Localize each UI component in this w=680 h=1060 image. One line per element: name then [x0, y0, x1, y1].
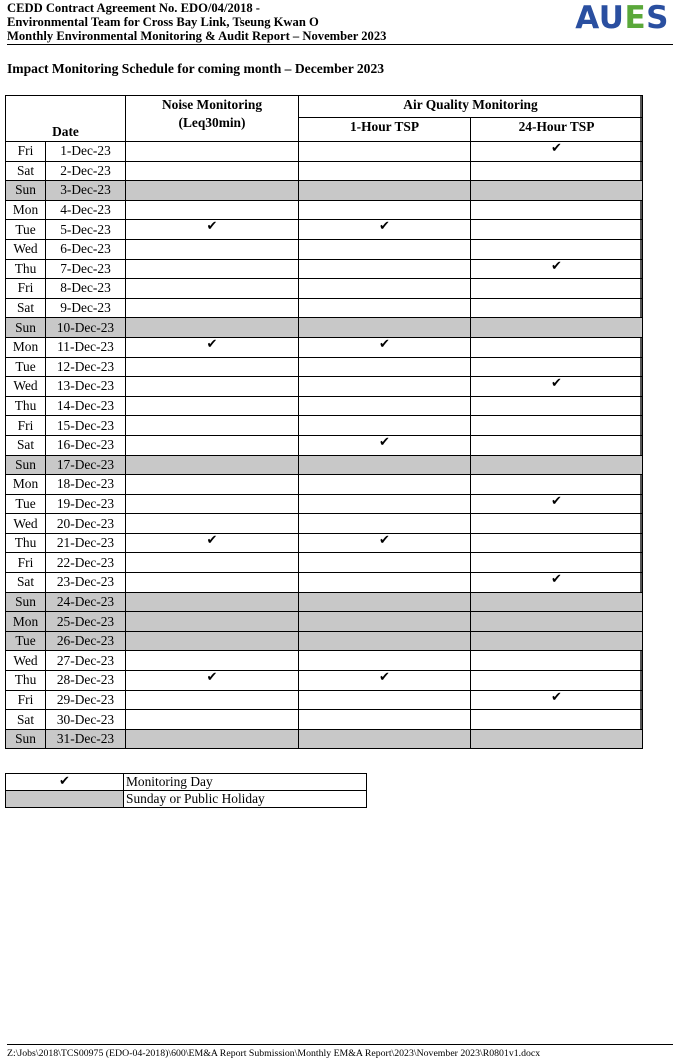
table-row	[6, 553, 643, 573]
row-day: Sat	[6, 161, 46, 181]
check-icon: ✔	[471, 494, 643, 514]
row-day: Sun	[6, 455, 46, 475]
table-row	[6, 475, 643, 495]
check-icon: ✔	[126, 533, 299, 553]
row-day: Sat	[6, 710, 46, 730]
row-cell-tsp24	[471, 533, 643, 553]
row-day: Sat	[6, 573, 46, 593]
row-cell-noise	[126, 279, 299, 299]
row-cell-tsp24	[471, 298, 643, 318]
table-row	[6, 318, 643, 338]
row-cell-tsp24	[471, 357, 643, 377]
file-path-footer: Z:\Jobs\2018\TCS00975 (EDO-04-2018)\600\EM&A Report Submission\Monthly EM&A Report\2023\November 2023\R0801v1.docx	[7, 1044, 673, 1059]
table-row	[6, 612, 643, 632]
row-cell-tsp24	[471, 475, 643, 495]
row-day: Fri	[6, 279, 46, 299]
row-date: 10-Dec-23	[46, 318, 126, 338]
row-date: 25-Dec-23	[46, 612, 126, 632]
row-day: Tue	[6, 357, 46, 377]
row-date: 17-Dec-23	[46, 455, 126, 475]
header-noise-line2: (Leq30min)	[178, 115, 246, 130]
row-cell-tsp1	[299, 573, 471, 593]
aues-logo	[575, 1, 669, 35]
schedule-heading: Impact Monitoring Schedule for coming month – December 2023	[7, 61, 385, 76]
row-cell-tsp1	[299, 729, 471, 749]
row-cell-noise	[126, 377, 299, 397]
row-date: 18-Dec-23	[46, 475, 126, 495]
row-cell-tsp24	[471, 671, 643, 691]
row-cell-tsp24	[471, 592, 643, 612]
check-icon: ✔	[299, 671, 471, 691]
check-icon: ✔	[471, 690, 643, 710]
row-cell-tsp24	[471, 729, 643, 749]
row-day: Mon	[6, 612, 46, 632]
row-day: Fri	[6, 690, 46, 710]
row-cell-noise	[126, 200, 299, 220]
check-icon: ✔	[471, 377, 643, 397]
row-cell-tsp1	[299, 200, 471, 220]
row-cell-noise	[126, 592, 299, 612]
row-cell-noise	[126, 494, 299, 514]
row-date: 1-Dec-23	[46, 142, 126, 162]
logo-accent: E	[624, 0, 647, 36]
row-date: 26-Dec-23	[46, 631, 126, 651]
table-row	[6, 631, 643, 651]
table-row	[6, 435, 643, 455]
row-date: 28-Dec-23	[46, 671, 126, 691]
legend-row-holiday	[6, 791, 367, 808]
row-day: Mon	[6, 475, 46, 495]
table-row	[6, 220, 643, 240]
row-cell-tsp1	[299, 298, 471, 318]
row-day: Fri	[6, 553, 46, 573]
row-date: 2-Dec-23	[46, 161, 126, 181]
row-cell-tsp24	[471, 239, 643, 259]
row-cell-noise	[126, 298, 299, 318]
row-cell-noise	[126, 416, 299, 436]
row-day: Sat	[6, 435, 46, 455]
table-row	[6, 494, 643, 514]
row-day: Wed	[6, 514, 46, 534]
table-row	[6, 259, 643, 279]
table-row	[6, 142, 643, 162]
header-line-2: Environmental Team for Cross Bay Link, Tseung Kwan O	[7, 15, 319, 29]
row-date: 31-Dec-23	[46, 729, 126, 749]
legend-table	[5, 773, 367, 808]
row-cell-noise	[126, 239, 299, 259]
legend-row-monitoring	[6, 774, 367, 791]
table-row	[6, 416, 643, 436]
table-row	[6, 592, 643, 612]
row-cell-tsp24	[471, 200, 643, 220]
table-row	[6, 710, 643, 730]
row-cell-noise	[126, 161, 299, 181]
row-cell-tsp24	[471, 435, 643, 455]
table-row	[6, 279, 643, 299]
row-date: 5-Dec-23	[46, 220, 126, 240]
row-cell-tsp24	[471, 220, 643, 240]
row-cell-noise	[126, 142, 299, 162]
row-cell-tsp24	[471, 337, 643, 357]
header-text	[7, 1, 386, 43]
table-row	[6, 671, 643, 691]
header-line-1: CEDD Contract Agreement No. EDO/04/2018 -	[7, 1, 261, 15]
row-cell-noise	[126, 651, 299, 671]
table-row	[6, 573, 643, 593]
row-day: Tue	[6, 220, 46, 240]
monitoring-schedule-table	[5, 95, 643, 749]
table-row	[6, 455, 643, 475]
report-header	[7, 0, 673, 45]
row-cell-tsp1	[299, 142, 471, 162]
row-cell-tsp1	[299, 494, 471, 514]
legend-grey-swatch	[6, 791, 124, 808]
row-date: 21-Dec-23	[46, 533, 126, 553]
row-cell-tsp1	[299, 690, 471, 710]
row-cell-tsp24	[471, 710, 643, 730]
row-date: 20-Dec-23	[46, 514, 126, 534]
row-day: Mon	[6, 200, 46, 220]
row-day: Sun	[6, 318, 46, 338]
row-cell-noise	[126, 318, 299, 338]
row-day: Thu	[6, 671, 46, 691]
row-cell-tsp24	[471, 416, 643, 436]
table-row	[6, 377, 643, 397]
check-icon: ✔	[126, 671, 299, 691]
schedule-body	[6, 142, 643, 749]
row-cell-noise	[126, 573, 299, 593]
row-day: Sat	[6, 298, 46, 318]
row-cell-noise	[126, 435, 299, 455]
table-row	[6, 729, 643, 749]
legend-holiday-label: Sunday or Public Holiday	[124, 791, 367, 808]
row-day: Tue	[6, 494, 46, 514]
row-date: 14-Dec-23	[46, 396, 126, 416]
table-row	[6, 298, 643, 318]
row-day: Wed	[6, 377, 46, 397]
row-cell-tsp1	[299, 455, 471, 475]
row-cell-tsp24	[471, 631, 643, 651]
logo-end: S	[646, 0, 669, 36]
row-date: 6-Dec-23	[46, 239, 126, 259]
header-air-quality: Air Quality Monitoring	[299, 96, 643, 118]
header-date: Date	[6, 96, 126, 142]
row-cell-tsp24	[471, 612, 643, 632]
check-icon: ✔	[126, 220, 299, 240]
row-date: 3-Dec-23	[46, 181, 126, 201]
row-cell-tsp1	[299, 181, 471, 201]
check-icon: ✔	[6, 774, 124, 791]
row-day: Fri	[6, 142, 46, 162]
logo-main: AU	[575, 0, 625, 36]
legend-monitoring-label: Monitoring Day	[124, 774, 367, 791]
check-icon: ✔	[471, 259, 643, 279]
row-cell-tsp1	[299, 239, 471, 259]
row-date: 9-Dec-23	[46, 298, 126, 318]
row-cell-tsp24	[471, 553, 643, 573]
row-cell-noise	[126, 455, 299, 475]
check-icon: ✔	[126, 337, 299, 357]
row-cell-tsp1	[299, 377, 471, 397]
check-icon: ✔	[299, 435, 471, 455]
table-row	[6, 690, 643, 710]
row-date: 22-Dec-23	[46, 553, 126, 573]
row-cell-noise	[126, 259, 299, 279]
row-cell-noise	[126, 631, 299, 651]
row-cell-noise	[126, 690, 299, 710]
table-row	[6, 239, 643, 259]
check-icon: ✔	[299, 220, 471, 240]
row-cell-noise	[126, 729, 299, 749]
row-cell-tsp1	[299, 318, 471, 338]
row-cell-tsp1	[299, 612, 471, 632]
header-line-3: Monthly Environmental Monitoring & Audit Report – November 2023	[7, 29, 387, 43]
row-cell-tsp1	[299, 553, 471, 573]
table-row	[6, 181, 643, 201]
table-row	[6, 396, 643, 416]
table-row	[6, 533, 643, 553]
row-date: 27-Dec-23	[46, 651, 126, 671]
row-cell-tsp1	[299, 161, 471, 181]
row-cell-noise	[126, 181, 299, 201]
row-cell-tsp24	[471, 318, 643, 338]
row-day: Tue	[6, 631, 46, 651]
row-cell-tsp1	[299, 416, 471, 436]
row-day: Thu	[6, 533, 46, 553]
row-cell-tsp1	[299, 396, 471, 416]
row-day: Sun	[6, 181, 46, 201]
check-icon: ✔	[471, 573, 643, 593]
row-date: 8-Dec-23	[46, 279, 126, 299]
row-cell-noise	[126, 475, 299, 495]
row-day: Thu	[6, 259, 46, 279]
row-day: Mon	[6, 337, 46, 357]
row-day: Wed	[6, 651, 46, 671]
table-row	[6, 651, 643, 671]
row-date: 7-Dec-23	[46, 259, 126, 279]
row-cell-tsp24	[471, 514, 643, 534]
row-date: 16-Dec-23	[46, 435, 126, 455]
row-date: 4-Dec-23	[46, 200, 126, 220]
row-day: Sun	[6, 592, 46, 612]
row-cell-noise	[126, 396, 299, 416]
table-row	[6, 357, 643, 377]
row-day: Fri	[6, 416, 46, 436]
table-row	[6, 161, 643, 181]
row-cell-tsp1	[299, 592, 471, 612]
row-cell-noise	[126, 514, 299, 534]
row-cell-tsp24	[471, 181, 643, 201]
table-row	[6, 200, 643, 220]
table-row	[6, 337, 643, 357]
row-date: 30-Dec-23	[46, 710, 126, 730]
row-date: 11-Dec-23	[46, 337, 126, 357]
row-day: Sun	[6, 729, 46, 749]
row-cell-tsp1	[299, 651, 471, 671]
row-day: Wed	[6, 239, 46, 259]
row-date: 19-Dec-23	[46, 494, 126, 514]
header-tsp-1hour: 1-Hour TSP	[299, 117, 471, 141]
check-icon: ✔	[299, 337, 471, 357]
row-cell-noise	[126, 553, 299, 573]
row-date: 15-Dec-23	[46, 416, 126, 436]
row-date: 23-Dec-23	[46, 573, 126, 593]
row-date: 24-Dec-23	[46, 592, 126, 612]
row-cell-noise	[126, 710, 299, 730]
row-cell-tsp1	[299, 357, 471, 377]
row-cell-noise	[126, 612, 299, 632]
row-cell-tsp1	[299, 631, 471, 651]
row-cell-tsp1	[299, 279, 471, 299]
table-row	[6, 514, 643, 534]
row-date: 12-Dec-23	[46, 357, 126, 377]
check-icon: ✔	[471, 142, 643, 162]
header-noise	[126, 96, 299, 142]
row-date: 29-Dec-23	[46, 690, 126, 710]
row-cell-tsp24	[471, 455, 643, 475]
check-icon: ✔	[299, 533, 471, 553]
row-cell-tsp24	[471, 396, 643, 416]
row-cell-noise	[126, 357, 299, 377]
row-day: Thu	[6, 396, 46, 416]
row-cell-tsp1	[299, 514, 471, 534]
header-noise-line1: Noise Monitoring	[161, 97, 263, 112]
row-cell-tsp24	[471, 651, 643, 671]
row-date: 13-Dec-23	[46, 377, 126, 397]
row-cell-tsp1	[299, 259, 471, 279]
header-tsp-24hour: 24-Hour TSP	[471, 117, 643, 141]
row-cell-tsp24	[471, 279, 643, 299]
row-cell-tsp24	[471, 161, 643, 181]
row-cell-tsp1	[299, 710, 471, 730]
row-cell-tsp1	[299, 475, 471, 495]
